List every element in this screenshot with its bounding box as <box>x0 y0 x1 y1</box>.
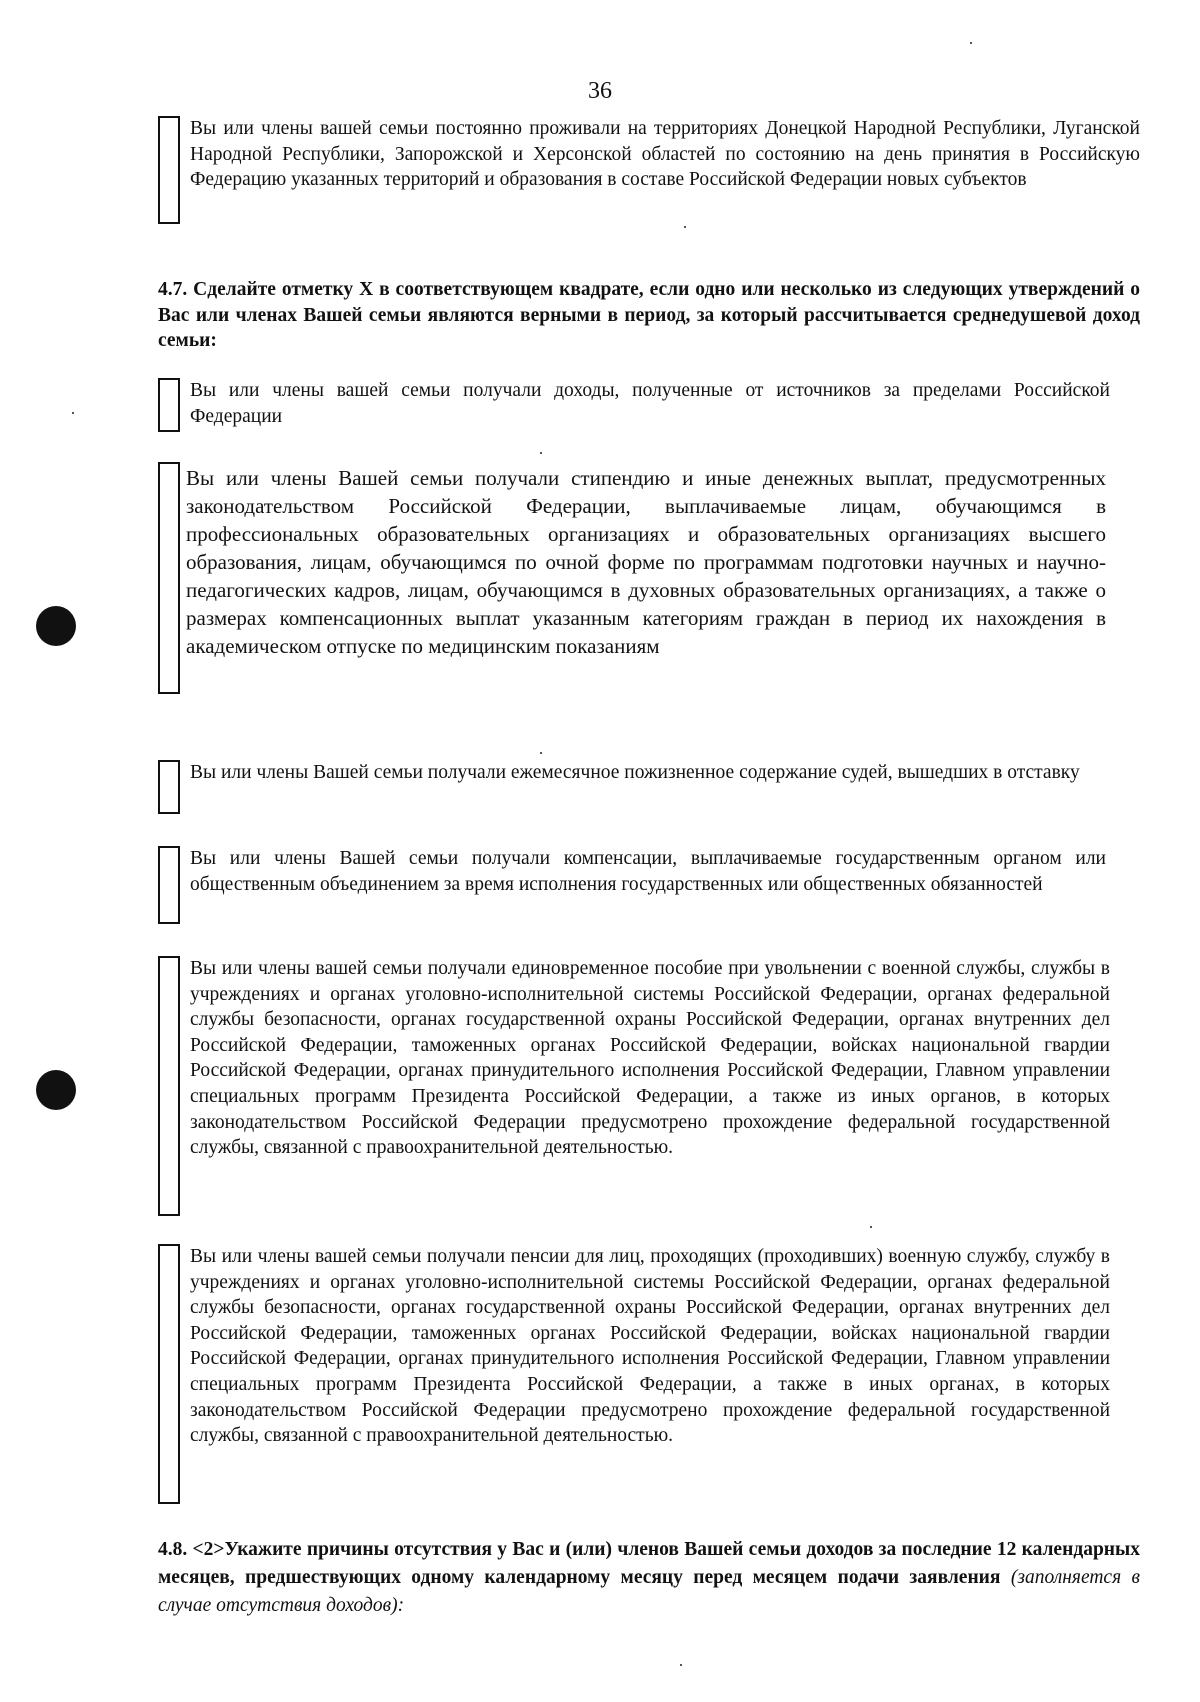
checkbox[interactable] <box>158 956 180 1216</box>
section-4-7-heading <box>158 277 1140 354</box>
checkbox-item-compensation <box>158 846 1106 926</box>
checkbox-item-stipend <box>158 462 1106 694</box>
checkbox-label: Вы или члены Вашей семьи получали ежемесячное пожизненное содержание судей, вышедших в отставку <box>190 762 1080 783</box>
checkbox-label: Вы или члены вашей семьи постоянно проживали на территориях Донецкой Народной Республики, Луганской Народной Республики, Запорожской и Херсонской областей по состоянию на день принятия в Российскую Федерацию указанных территорий и образования в составе Российской Федерации новых субъектов <box>190 118 1140 191</box>
section-4-8-heading-text: 4.8. <2>Укажите причины отсутствия у Вас и (или) членов Вашей семьи доходов за последние 12 календарных месяцев, предшествующих одному календарному месяцу перед месяцем подачи заявления <box>158 1539 1140 1588</box>
section-4-8-note: (заполняется в случае отсутствия доходов): <box>158 1567 1140 1616</box>
checkbox[interactable] <box>158 116 180 224</box>
section-4-8-heading <box>158 1536 1140 1620</box>
checkbox-item-foreign-income <box>158 378 1110 434</box>
checkbox[interactable] <box>158 846 180 924</box>
checkbox-item-severance <box>158 956 1110 1216</box>
checkbox-label: Вы или члены Вашей семьи получали компенсации, выплачиваемые государственным органом или общественным объединением за время исполнения государственных или общественных обязанностей <box>190 848 1106 895</box>
scan-speck <box>870 1226 872 1228</box>
checkbox-label: Вы или члены вашей семьи получали доходы, полученные от источников за пределами Российской Федерации <box>190 380 1110 427</box>
checkbox-label: Вы или члены Вашей семьи получали стипендию и иные денежных выплат, предусмотренных законодательством Российской Федерации, выплачиваемые лицам, обучающимся в профессиональных образовательных организациях и образовательных организациях высшего образования, лицам, обучающимся по очной форме по программам подготовки научных и научно-педагогических кадров, лицам, обучающимся в духовных образовательных организациях, а также о размерах компенсационных выплат указанным категориям граждан в период их нахождения в академическом отпуске по медицинским показаниям <box>186 466 1106 658</box>
checkbox-label: Вы или члены вашей семьи получали единовременное пособие при увольнении с военной службы, службы в учреждениях и органах уголовно-исполнительной системы Российской Федерации, органах федеральной службы безопасности, органах государственной охраны Российской Федерации, органах внутренних дел Российской Федерации, таможенных органах Российской Федерации, войсках национальной гвардии Российской Федерации, органах принудительного исполнения Российской Федерации, Главном управлении специальных программ Президента Российской Федерации, а также из иных органов, в которых законодательством Российской Федерации предусмотрено прохождение федеральной государственной службы, связанной с правоохранительной деятельностью. <box>190 958 1110 1159</box>
checkbox[interactable] <box>158 760 180 814</box>
scan-speck <box>540 752 542 754</box>
checkbox-item-residence <box>158 116 1140 226</box>
checkbox[interactable] <box>158 378 180 432</box>
section-4-7-heading-text: 4.7. Сделайте отметку X в соответствующем квадрате, если одно или несколько из следующих утверждений о Вас или членах Вашей семьи являются верными в период, за который рассчитывается среднедушевой доход семьи: <box>158 279 1140 352</box>
punch-hole-lower <box>36 1070 76 1110</box>
checkbox[interactable] <box>158 462 180 694</box>
page-number: 36 <box>588 78 612 104</box>
scan-speck <box>970 42 972 44</box>
checkbox-item-military-pension <box>158 1244 1110 1504</box>
scan-speck <box>684 226 686 228</box>
punch-hole-upper <box>36 606 76 646</box>
checkbox-label: Вы или члены вашей семьи получали пенсии для лиц, проходящих (проходивших) военную службу, службу в учреждениях и органах уголовно-исполнительной системы Российской Федерации, органах федеральной службы безопасности, органах государственной охраны Российской Федерации, органах внутренних дел Российской Федерации, таможенных органах Российской Федерации, войсках национальной гвардии Российской Федерации, органах принудительного исполнения Российской Федерации, Главном управлении специальных программ Президента Российской Федерации, а также в иных органах, в которых законодательством Российской Федерации предусмотрено прохождение федеральной государственной службы, связанной с правоохранительной деятельностью. <box>190 1246 1110 1447</box>
checkbox[interactable] <box>158 1244 180 1504</box>
scan-speck <box>72 412 74 414</box>
scan-speck <box>540 452 542 454</box>
scan-speck <box>680 1664 682 1666</box>
checkbox-item-judge-salary <box>158 760 1106 816</box>
